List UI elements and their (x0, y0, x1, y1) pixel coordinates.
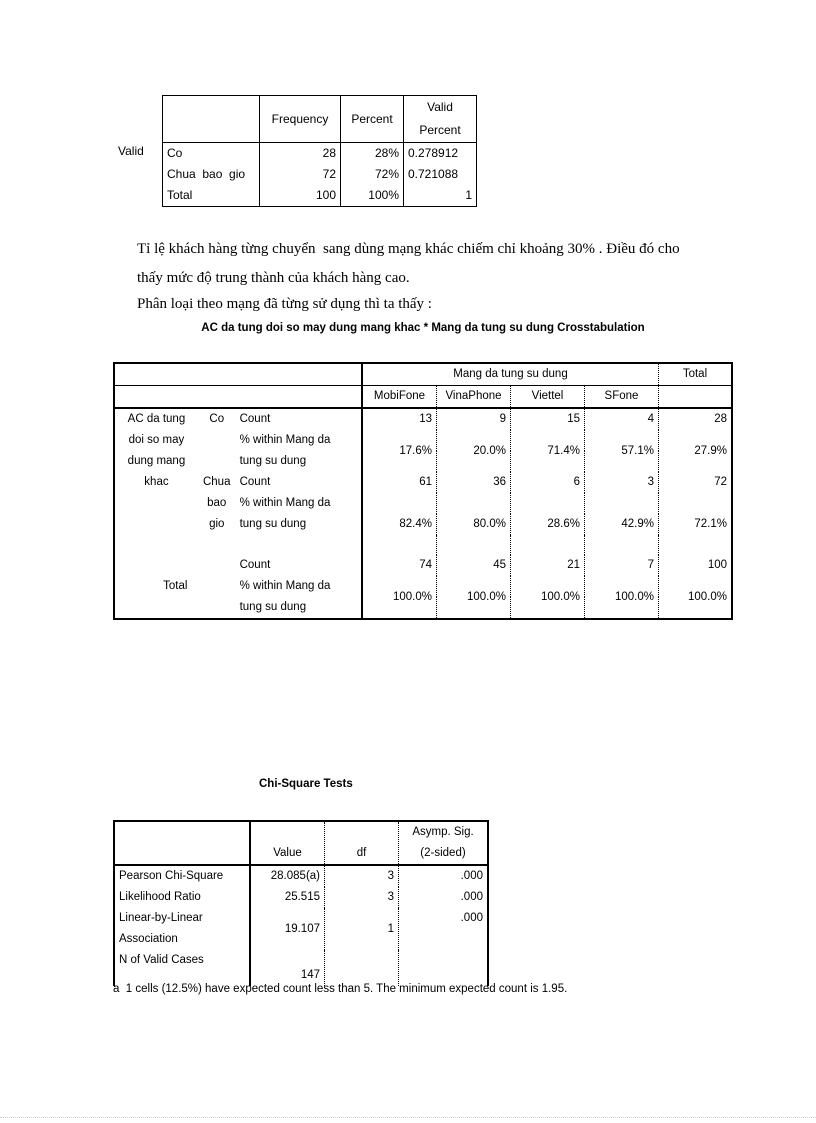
frequency-header: Frequency (260, 96, 341, 143)
chua-bao-gio-label: Chua bao gio (202, 476, 231, 530)
co-label: Co (209, 413, 225, 425)
table-row: Co 28 28% 0.278912 (163, 143, 477, 165)
group-header: Mang da tung su dung (362, 363, 659, 386)
paragraph-line-1: Tỉ lệ khách hàng từng chuyển sang dùng mạng khác chiếm chỉ khoảng 30% . Điều đó cho (137, 241, 680, 257)
paragraph-line-2: thấy mức độ trung thành của khách hàng cao. (137, 270, 410, 286)
crosstab-table: Mang da tung su dung Total MobiFone VinaPhone Viettel SFone AC da tung doi so may dung mang Co Count 13 9 15 4 28 % within Mang da 17.6% 20.0% 71.4% 57.1% 27.9% tung su dung khac Chua bao gio Count 61 36 6 3 72 % within Mang da 82.4% 80.0% 28.6% 42.9% 72.1% tung su dung Total Count 74 45 21 7 100 % within Mang da 100.0% 100.0% 100.0% 100.0% 100.0% tung su dung (113, 362, 733, 620)
column-header-vinaphone: VinaPhone (437, 386, 511, 409)
crosstab-title: AC da tung doi so may dung mang khac * Mang da tung su dung Crosstabulation (201, 322, 645, 334)
table-row: Likelihood Ratio 25.515 3 .000 (114, 887, 488, 908)
table-row: Pearson Chi-Square 28.085(a) 3 .000 (114, 865, 488, 887)
percent-header: Percent (341, 96, 404, 143)
total-row-label: Total (163, 580, 188, 592)
asymp-sig-header: Asymp. Sig. (2-sided) (399, 821, 489, 865)
paragraph-line-3: Phân loại theo mạng đã từng sử dụng thì ta thấy : (137, 296, 432, 312)
total-header: Total (659, 363, 733, 386)
chi-square-title: Chi-Square Tests (259, 778, 353, 790)
table-row: N of Valid Cases 147 (114, 950, 488, 986)
row-label: Chua bao gio (163, 164, 260, 185)
table-row: Total 100 100% 1 (163, 185, 477, 207)
table-header-row (163, 96, 477, 143)
chi-square-table (113, 820, 489, 986)
value-header: Value (250, 821, 325, 865)
frequency-table (162, 95, 477, 207)
valid-label: Valid (118, 144, 144, 158)
row-label: Total (163, 185, 260, 207)
chi-square-footnote: a 1 cells (12.5%) have expected count less than 5. The minimum expected count is 1.95. (113, 983, 568, 995)
table-row: Linear-by-Linear Association 19.107 1 .000 (114, 908, 488, 950)
row-variable-label: AC da tung doi so may dung mang (127, 413, 186, 467)
row-label: Co (163, 143, 260, 165)
column-header-viettel: Viettel (511, 386, 585, 409)
column-header-sfone: SFone (585, 386, 659, 409)
table-row: Chua bao gio 72 72% 0.721088 (163, 164, 477, 185)
valid-percent-header: Valid Percent (404, 96, 477, 143)
df-header: df (325, 821, 399, 865)
row-variable-khac: khac (144, 476, 169, 488)
column-header-mobifone: MobiFone (362, 386, 437, 409)
page-bottom-rule (0, 1117, 816, 1118)
